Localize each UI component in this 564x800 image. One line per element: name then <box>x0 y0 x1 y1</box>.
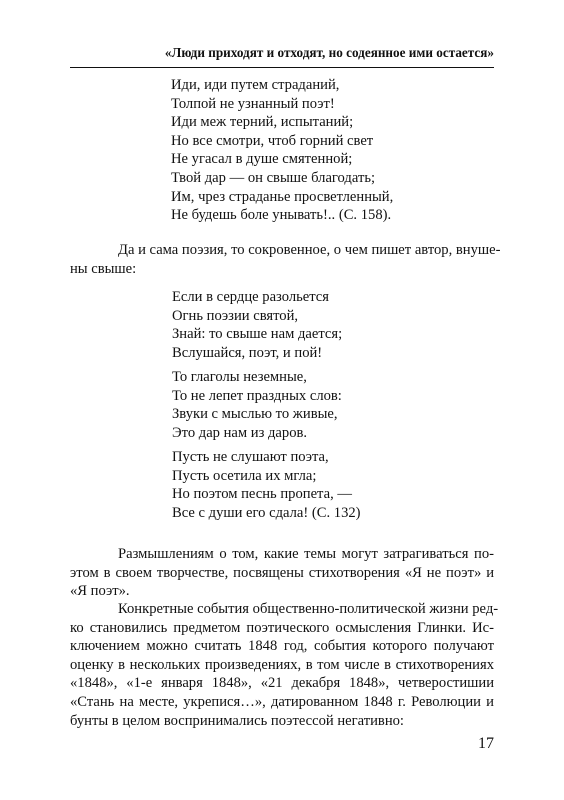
poem-line: Не будешь боле унывать!.. (С. 158). <box>171 207 392 224</box>
paragraph-line: Да и сама поэзия, то сокровенное, о чем пишет автор, внуше- <box>118 242 501 258</box>
paragraph-line: этом в своем творчестве, посвящены стихотворения «Я не поэт» и <box>70 564 494 581</box>
paragraph-line: Размышлениям о том, какие темы могут затрагиваться по- <box>118 546 494 562</box>
paragraph-line: ключением можно считать 1848 год, события которого получают <box>70 638 494 655</box>
poem-line: Если в сердце разольется <box>172 289 329 305</box>
paragraph-1 <box>70 241 501 278</box>
poem-line: Все с души его сдала! (С. 132) <box>172 504 361 521</box>
poem-line: Толпой не узнанный поэт! <box>171 95 335 112</box>
poem-line: Но все смотри, чтоб горний свет <box>171 132 374 149</box>
paragraph-line: «Стань на месте, укрепися…», датированном 1848 г. Революции и <box>70 693 494 710</box>
poem-line: Но поэтом песнь пропета, — <box>172 486 352 503</box>
poem-line: Пусть не слушают поэта, <box>172 449 329 465</box>
poem-line: Им, чрез страданье просветленный, <box>171 188 394 205</box>
poem-line: Иди меж терний, испытаний; <box>171 114 354 131</box>
paragraph-line: ко становились предметом поэтического осмысления Глинки. Ис- <box>70 619 494 636</box>
poem-line: Не угасал в душе смятенной; <box>171 151 353 168</box>
poem-line: Знай: то свыше нам дается; <box>172 326 343 343</box>
paragraph-line: «Я поэт». <box>70 583 130 600</box>
poem-line: Твой дар — он свыше благодать; <box>171 169 376 186</box>
page-number: 17 <box>478 735 494 752</box>
running-head: «Люди приходят и отходят, но содеянное ими остается» <box>164 45 494 60</box>
poem-2-stanza-2 <box>172 368 342 442</box>
paragraph-line: бунты в целом воспринимались поэтессой негативно: <box>70 712 404 729</box>
paragraph-line: ны свыше: <box>70 260 137 277</box>
poem-line: Это дар нам из даров. <box>172 424 308 441</box>
paragraph-line: «1848», «1-е января 1848», «21 декабря 1848», четверостишии <box>70 675 494 692</box>
header-rule <box>70 67 494 68</box>
paragraph-line: Конкретные события общественно-политической жизни ред- <box>118 601 499 617</box>
poem-line: Огнь поэзии святой, <box>172 307 299 324</box>
poem-line: То глаголы неземные, <box>172 369 307 385</box>
poem-line: Звуки с мыслью то живые, <box>172 406 338 423</box>
paragraph-line: оценку в нескольких произведениях, в том числе в стихотворениях <box>70 656 494 673</box>
poem-1 <box>171 76 393 225</box>
poem-2-stanza-3 <box>172 448 361 522</box>
poem-line: Вслушайся, поэт, и пой! <box>172 344 323 361</box>
poem-line: Пусть осетила их мгла; <box>172 467 317 484</box>
paragraph-3 <box>70 600 499 730</box>
poem-line: Иди, иди путем страданий, <box>171 77 340 93</box>
poem-line: То не лепет праздных слов: <box>172 387 342 404</box>
paragraph-2 <box>70 545 494 601</box>
poem-2-stanza-1 <box>172 288 342 362</box>
